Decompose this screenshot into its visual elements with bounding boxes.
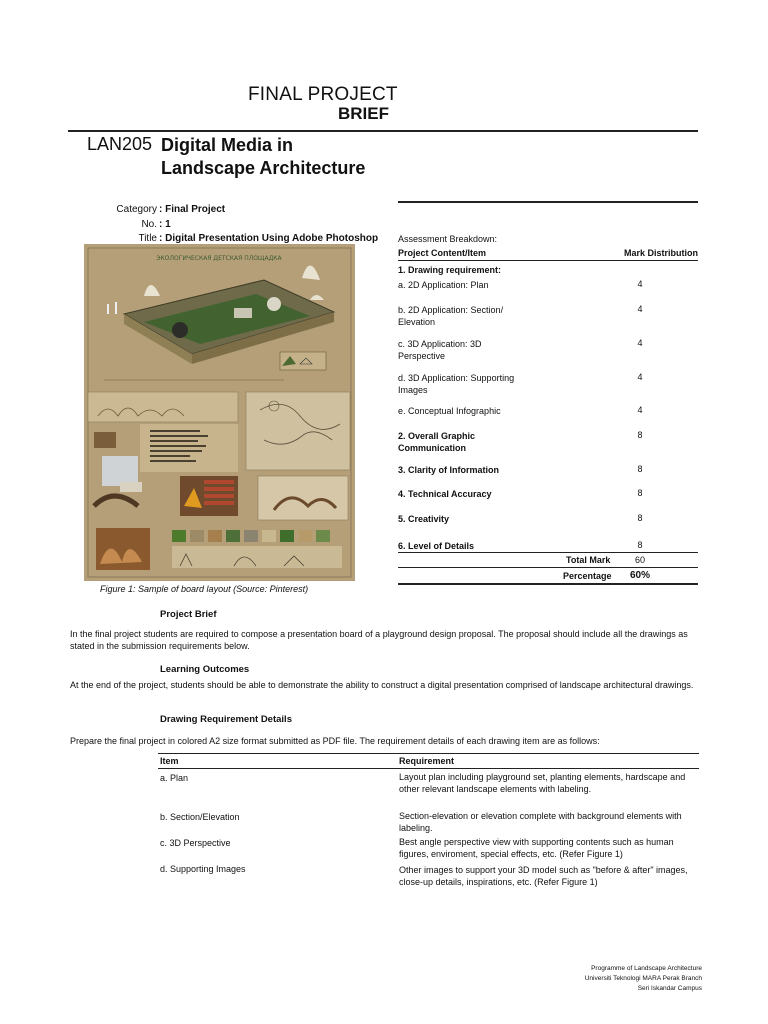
assessment-row-item: b. 2D Application: Section/ Elevation: [398, 305, 504, 327]
req-col-requirement: Requirement: [399, 756, 455, 766]
assessment-heading: Assessment Breakdown:: [398, 234, 498, 244]
assessment-row-item: d. 3D Application: Supporting Images: [398, 373, 515, 395]
req-table-header-rule: [158, 768, 699, 769]
req-row-item: b. Section/Elevation: [160, 812, 240, 822]
project-brief-title: Project Brief: [160, 609, 217, 620]
footer-line: Universiti Teknologi MARA Perak Branch: [584, 975, 702, 982]
footer-line: Programme of Landscape Architecture: [591, 965, 702, 972]
assessment-row-mark: 8: [637, 464, 643, 474]
assessment-top-rule: [398, 201, 698, 203]
meta-no-label: No.: [141, 218, 157, 230]
assessment-row-mark: 4: [637, 372, 643, 382]
course-title-line1: Digital Media in: [161, 135, 294, 155]
meta-title-value: : Digital Presentation Using Adobe Photoshop: [159, 233, 379, 244]
req-row-requirement: Layout plan including playground set, planting elements, hardscape and other relevant landscape elements with labeling.: [399, 772, 686, 794]
assessment-row-item: 5. Creativity: [398, 514, 450, 524]
assessment-breakdown: [398, 234, 698, 584]
assessment-header-rule: [398, 260, 698, 261]
doc-heading-brief: BRIEF: [338, 104, 389, 123]
assessment-row-mark: 4: [637, 304, 643, 314]
assessment-row-item: e. Conceptual Infographic: [398, 406, 501, 416]
meta-category-label: Category: [116, 204, 157, 215]
req-row-item: c. 3D Perspective: [160, 838, 231, 848]
figure-caption: Figure 1: Sample of board layout (Source: Pinterest): [100, 584, 309, 594]
req-row-requirement: Best angle perspective view with supporting contents such as human figures, enviroment, special effects, etc. (Refer Figure 1): [399, 837, 674, 859]
req-row-item: d. Supporting Images: [160, 864, 246, 874]
assessment-row-item: a. 2D Application: Plan: [398, 280, 489, 290]
assessment-col-mark: Mark Distribution: [623, 248, 698, 258]
assessment-row-item: 6. Level of Details: [398, 541, 475, 551]
assessment-pct-rule: [398, 567, 698, 568]
meta-title-label: Title: [138, 233, 157, 244]
percentage-value: 60%: [629, 570, 650, 581]
assessment-bottom-rule: [398, 583, 698, 585]
assessment-row-item: c. 3D Application: 3D Perspective: [398, 339, 482, 361]
assessment-row-item: 3. Clarity of Information: [398, 465, 500, 475]
req-col-item: Item: [160, 756, 179, 766]
assessment-col-item: Project Content/Item: [398, 248, 487, 258]
req-row-requirement: Other images to support your 3D model such as "before & after" images, close-up details, inspirations, etc. (Refer Figure 1): [399, 865, 688, 887]
meta-no-value: : 1: [159, 218, 171, 230]
assessment-row-mark: 8: [637, 513, 643, 523]
req-row-requirement: Section-elevation or elevation complete with background elements with labeling.: [399, 811, 682, 833]
assessment-row-mark: 8: [637, 540, 643, 550]
total-mark-value: 60: [634, 555, 645, 565]
course-code: LAN205: [87, 134, 153, 154]
meta-category-value: : Final Project: [159, 204, 226, 215]
learning-outcomes-title: Learning Outcomes: [160, 664, 250, 675]
assessment-row-mark: 8: [637, 430, 643, 440]
footer-institution: [585, 964, 702, 994]
assessment-row-mark: 4: [637, 279, 643, 289]
assessment-row-item: 1. Drawing requirement:: [398, 265, 502, 275]
course-title: [161, 134, 365, 180]
total-mark-label: Total Mark: [566, 555, 611, 565]
board-banner: ЭКОЛОГИЧЕСКАЯ ДЕТСКАЯ ПЛОЩАДКА: [156, 255, 282, 262]
learning-outcomes-text: At the end of the project, students should be able to demonstrate the ability to construct a digital presentation comprised of landscape architectural drawings.: [70, 680, 694, 690]
req-row-item: a. Plan: [160, 773, 189, 783]
doc-heading-final-project: FINAL PROJECT: [248, 84, 398, 105]
header-divider: [68, 130, 698, 132]
assessment-total-rule: [398, 552, 698, 553]
drawing-details-title: Drawing Requirement Details: [160, 714, 292, 725]
project-brief-text: In the final project students are required to compose a presentation board of a playground design proposal. The proposal should include all the drawings as stated in the submission requirements below.: [70, 629, 688, 651]
course-title-line2: Landscape Architecture: [161, 158, 366, 178]
board-layout-image: [84, 244, 355, 581]
requirement-table: [158, 753, 699, 893]
drawing-details-intro: Prepare the final project in colored A2 size format submitted as PDF file. The requirement details of each drawing item are as follows:: [70, 736, 600, 746]
req-table-top-rule: [158, 753, 699, 754]
footer-line: Seri Iskandar Campus: [637, 985, 702, 992]
assessment-row-item: 2. Overall Graphic Communication: [398, 431, 476, 453]
assessment-row-item: 4. Technical Accuracy: [398, 489, 492, 499]
assessment-row-mark: 8: [637, 488, 643, 498]
assessment-row-mark: 4: [637, 405, 643, 415]
assessment-row-mark: 4: [637, 338, 643, 348]
percentage-label: Percentage: [563, 571, 612, 581]
